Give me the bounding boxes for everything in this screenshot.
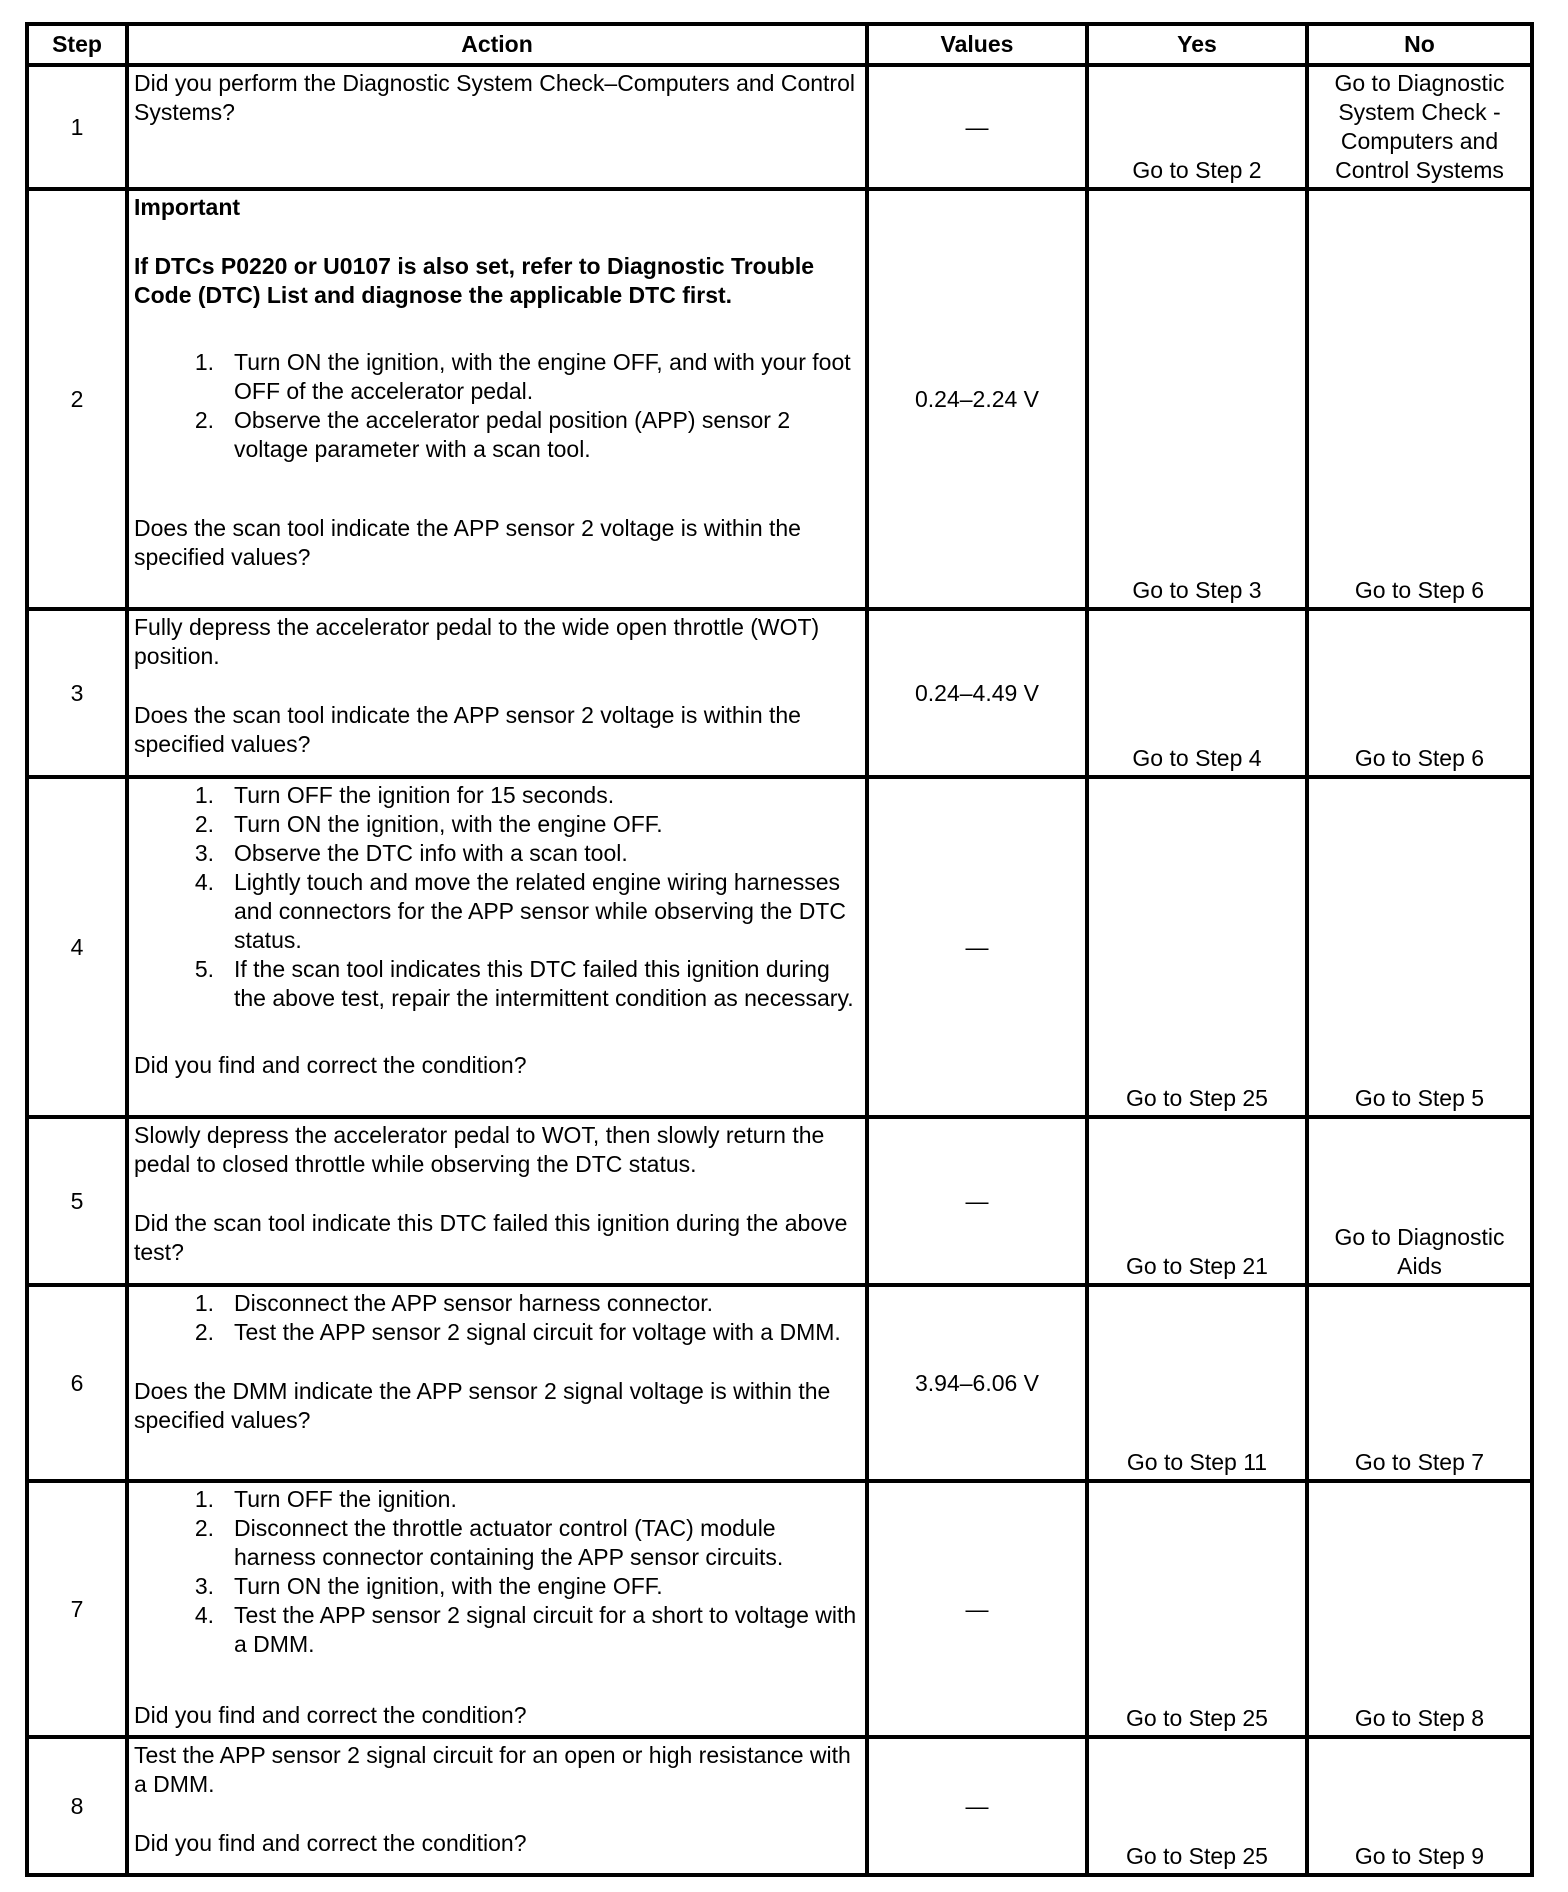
action-question: Does the DMM indicate the APP sensor 2 signal voltage is within the specified values?: [134, 1378, 831, 1433]
value-cell: 0.24–2.24 V: [867, 189, 1087, 609]
header-no: No: [1307, 24, 1532, 65]
list-item: 4. Test the APP sensor 2 signal circuit for a short to voltage with a DMM.: [194, 1602, 857, 1657]
action-cell: [127, 609, 867, 777]
action-text: Test the APP sensor 2 signal circuit for an open or high resistance with a DMM.: [134, 1742, 851, 1797]
important-label: Important: [134, 194, 241, 220]
action-question: Did the scan tool indicate this DTC failed this ignition during the above test?: [134, 1210, 848, 1265]
list-item: 2. Test the APP sensor 2 signal circuit for voltage with a DMM.: [194, 1319, 841, 1345]
table-row: [27, 1117, 1532, 1285]
header-step: Step: [27, 24, 127, 65]
action-steps: [134, 348, 860, 464]
step-number: 8: [27, 1737, 127, 1875]
step-number: 6: [27, 1285, 127, 1481]
action-text: Slowly depress the accelerator pedal to WOT, then slowly return the pedal to closed throttle while observing the DTC status.: [134, 1122, 825, 1177]
table-row: [27, 189, 1532, 609]
header-row: [27, 24, 1532, 65]
value-cell: —: [867, 1737, 1087, 1875]
no-cell: Go to Step 6: [1307, 609, 1532, 777]
list-item: 3. Turn ON the ignition, with the engine OFF.: [194, 1573, 663, 1599]
table-row: [27, 1737, 1532, 1875]
list-item: 4. Lightly touch and move the related engine wiring harnesses and connectors for the APP sensor while observing the DTC status.: [194, 869, 846, 953]
yes-cell: Go to Step 3: [1087, 189, 1307, 609]
yes-cell: Go to Step 21: [1087, 1117, 1307, 1285]
step-number: 3: [27, 609, 127, 777]
action-steps: [134, 781, 860, 1013]
action-cell: [127, 65, 867, 189]
yes-cell: Go to Step 25: [1087, 777, 1307, 1117]
list-item: 2. Turn ON the ignition, with the engine OFF.: [194, 811, 663, 837]
no-cell: Go to Step 9: [1307, 1737, 1532, 1875]
header-values: Values: [867, 24, 1087, 65]
value-cell: —: [867, 777, 1087, 1117]
no-cell: Go to Diagnostic Aids: [1307, 1117, 1532, 1285]
step-number: 4: [27, 777, 127, 1117]
list-item: 5. If the scan tool indicates this DTC failed this ignition during the above test, repair the intermittent condition as necessary.: [194, 956, 854, 1011]
yes-cell: Go to Step 25: [1087, 1737, 1307, 1875]
header-yes: Yes: [1087, 24, 1307, 65]
step-number: 2: [27, 189, 127, 609]
step-number: 1: [27, 65, 127, 189]
no-cell: Go to Diagnostic System Check - Computers and Control Systems: [1307, 65, 1532, 189]
table-row: [27, 1285, 1532, 1481]
list-item: 1. Turn OFF the ignition.: [194, 1486, 457, 1512]
list-item: 1. Disconnect the APP sensor harness connector.: [194, 1290, 714, 1316]
action-question: Does the scan tool indicate the APP sensor 2 voltage is within the specified values?: [134, 702, 801, 757]
list-item: 1. Turn OFF the ignition for 15 seconds.: [194, 782, 615, 808]
action-question: Did you find and correct the condition?: [134, 1702, 527, 1728]
action-steps: [134, 1485, 860, 1659]
no-cell: Go to Step 7: [1307, 1285, 1532, 1481]
yes-cell: Go to Step 11: [1087, 1285, 1307, 1481]
yes-cell: Go to Step 2: [1087, 65, 1307, 189]
table-row: [27, 65, 1532, 189]
no-cell: Go to Step 6: [1307, 189, 1532, 609]
action-cell: [127, 1117, 867, 1285]
table-row: [27, 1481, 1532, 1737]
no-cell: Go to Step 8: [1307, 1481, 1532, 1737]
diagnostic-table: [25, 22, 1534, 1877]
action-steps: [134, 1289, 860, 1347]
action-question: Did you find and correct the condition?: [134, 1052, 527, 1078]
value-cell: 3.94–6.06 V: [867, 1285, 1087, 1481]
yes-cell: Go to Step 25: [1087, 1481, 1307, 1737]
action-cell: [127, 1737, 867, 1875]
important-text: If DTCs P0220 or U0107 is also set, refer to Diagnostic Trouble Code (DTC) List and diagnose the applicable DTC first.: [134, 253, 815, 308]
step-number: 5: [27, 1117, 127, 1285]
value-cell: —: [867, 65, 1087, 189]
list-item: 2. Disconnect the throttle actuator control (TAC) module harness connector containing the APP sensor circuits.: [194, 1515, 784, 1570]
value-cell: —: [867, 1481, 1087, 1737]
list-item: 3. Observe the DTC info with a scan tool.: [194, 840, 628, 866]
action-cell: [127, 189, 867, 609]
yes-cell: Go to Step 4: [1087, 609, 1307, 777]
value-cell: 0.24–4.49 V: [867, 609, 1087, 777]
list-item: 1. Turn ON the ignition, with the engine OFF, and with your foot OFF of the accelerator pedal.: [194, 349, 851, 404]
header-action: Action: [127, 24, 867, 65]
action-cell: [127, 1481, 867, 1737]
action-question: Does the scan tool indicate the APP sensor 2 voltage is within the specified values?: [134, 515, 801, 570]
no-cell: Go to Step 5: [1307, 777, 1532, 1117]
action-question: Did you find and correct the condition?: [134, 1830, 527, 1856]
list-item: 2. Observe the accelerator pedal position (APP) sensor 2 voltage parameter with a scan tool.: [194, 407, 791, 462]
table-row: [27, 609, 1532, 777]
value-cell: —: [867, 1117, 1087, 1285]
action-text: Fully depress the accelerator pedal to the wide open throttle (WOT) position.: [134, 614, 820, 669]
table-row: [27, 777, 1532, 1117]
action-text: Did you perform the Diagnostic System Check–Computers and Control Systems?: [134, 70, 855, 125]
action-cell: [127, 1285, 867, 1481]
action-cell: [127, 777, 867, 1117]
step-number: 7: [27, 1481, 127, 1737]
